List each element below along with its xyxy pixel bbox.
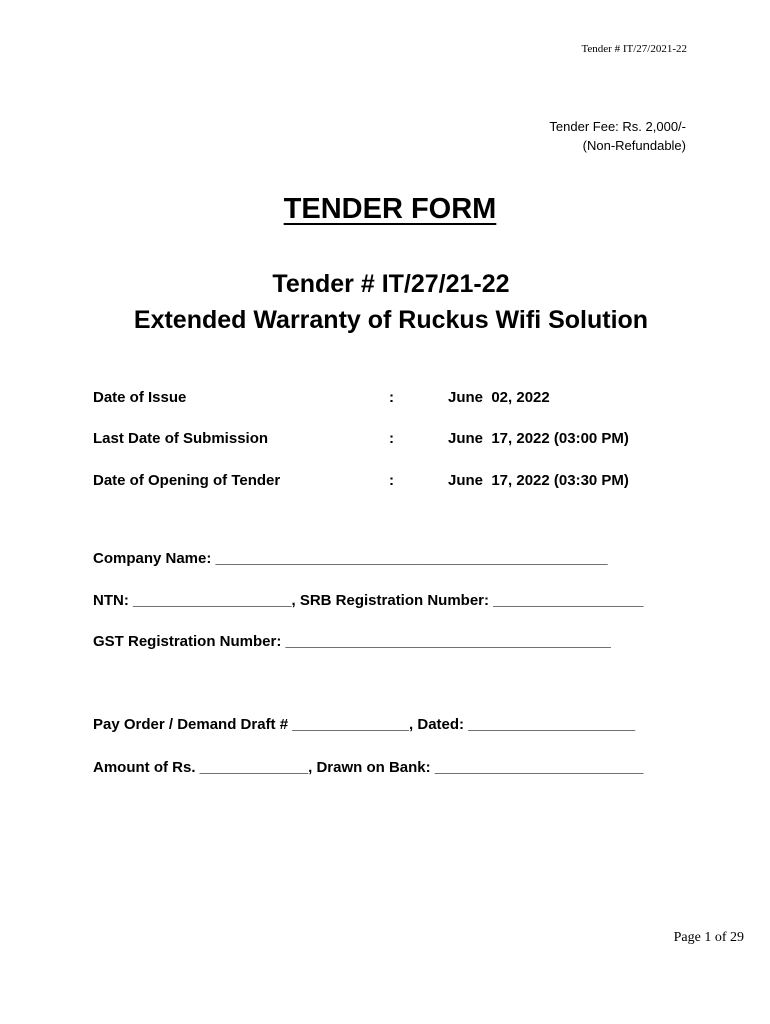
- date-value: June 17, 2022 (03:30 PM): [448, 472, 629, 489]
- date-row-opening: [93, 472, 693, 492]
- date-value: June 02, 2022: [448, 389, 550, 406]
- pay-order-field[interactable]: Pay Order / Demand Draft # ______________, Dated: ____________________: [93, 716, 636, 733]
- date-colon: :: [389, 389, 394, 406]
- tender-fee-note: (Non-Refundable): [582, 138, 686, 153]
- date-colon: :: [389, 430, 394, 447]
- date-row-submission: [93, 430, 693, 450]
- date-label: Date of Issue: [93, 389, 187, 406]
- company-name-field[interactable]: Company Name: _______________________________________________: [93, 550, 608, 567]
- tender-number-heading: Tender # IT/27/21-22: [272, 270, 510, 298]
- amount-bank-field[interactable]: Amount of Rs. _____________, Drawn on Bank: _________________________: [93, 759, 644, 776]
- ntn-srb-field[interactable]: NTN: ___________________, SRB Registration Number: __________________: [93, 592, 644, 609]
- date-label: Last Date of Submission: [93, 430, 269, 447]
- tender-fee-block: [549, 117, 686, 155]
- page-title: TENDER FORM: [283, 193, 497, 225]
- tender-fee-amount: Tender Fee: Rs. 2,000/-: [549, 119, 686, 134]
- date-value: June 17, 2022 (03:00 PM): [448, 430, 629, 447]
- tender-subject-heading: Extended Warranty of Ruckus Wifi Solution: [133, 306, 649, 334]
- date-label: Date of Opening of Tender: [93, 472, 281, 489]
- header-tender-reference: Tender # IT/27/2021-22: [581, 43, 687, 55]
- page-number: Page 1 of 29: [673, 930, 744, 945]
- date-colon: :: [389, 472, 394, 489]
- date-row-issue: [93, 389, 693, 409]
- gst-registration-field[interactable]: GST Registration Number: _______________________________________: [93, 633, 611, 650]
